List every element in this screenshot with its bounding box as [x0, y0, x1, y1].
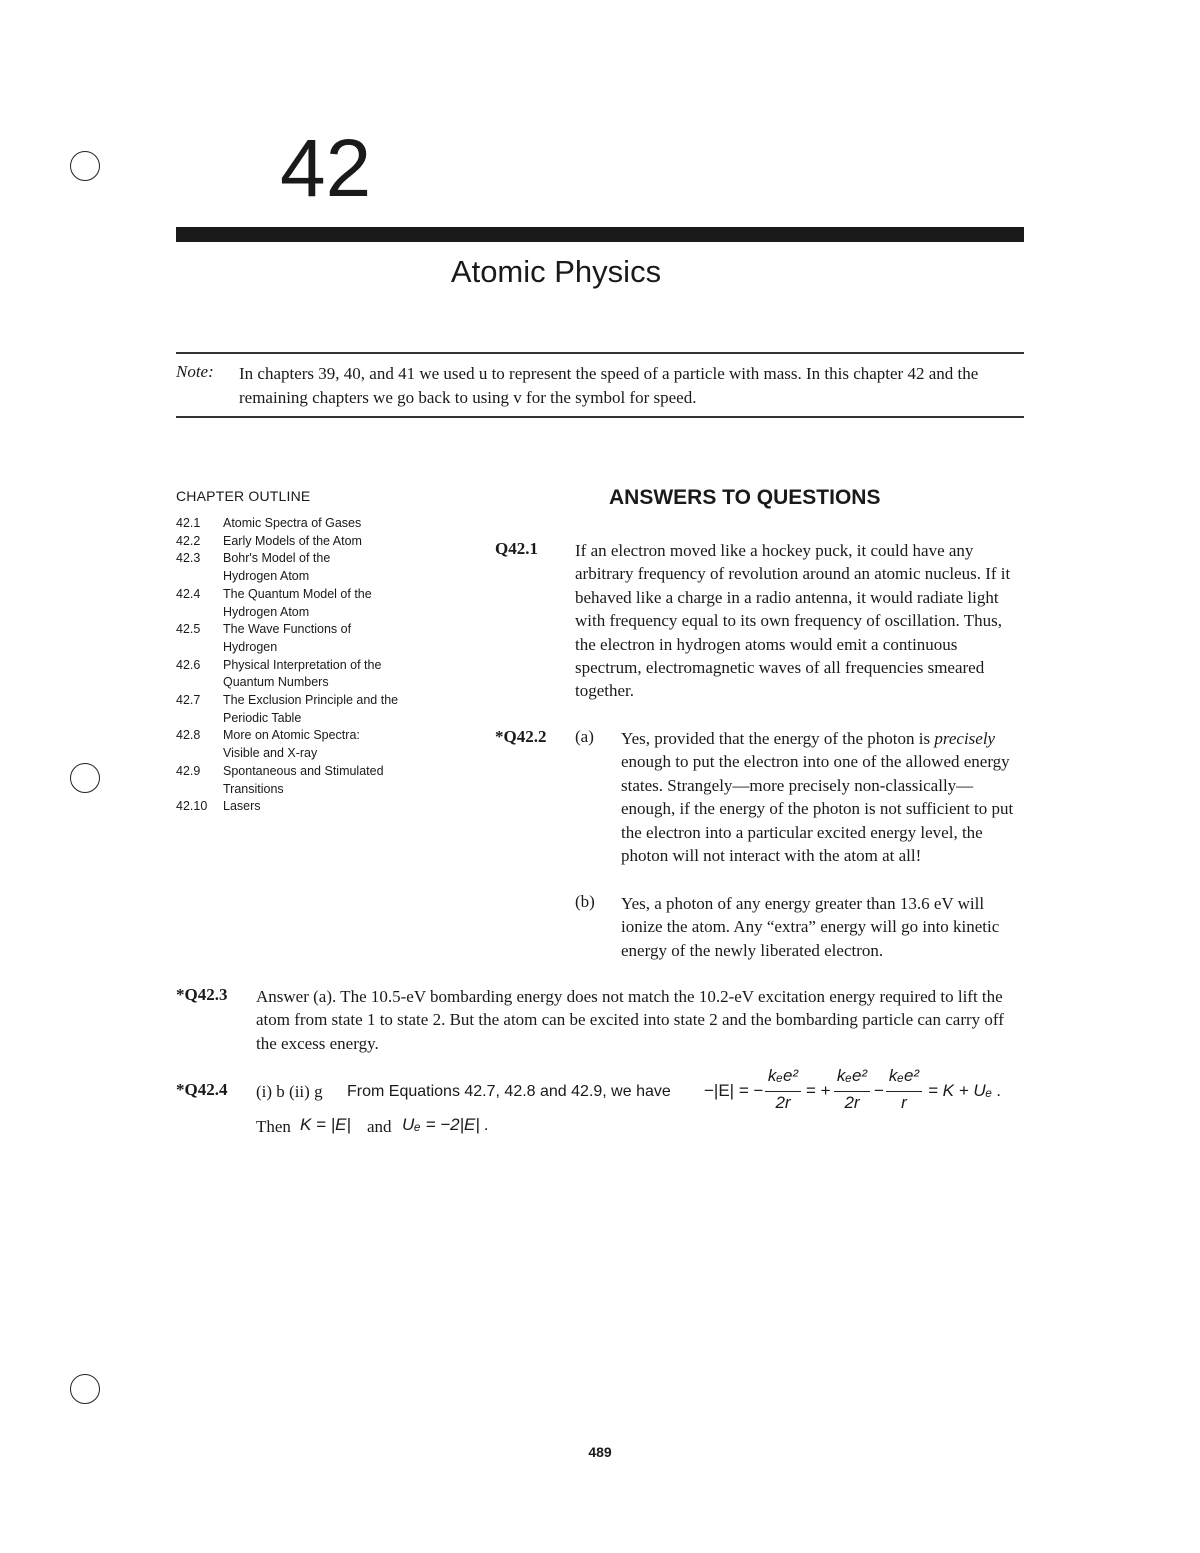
equation-rhs: = K + Uₑ . [928, 1081, 1002, 1100]
answer-intro: (i) b (ii) g [256, 1082, 323, 1101]
outline-item-title: Bohr's Model of the Hydrogen Atom [223, 551, 331, 584]
equation-denominator: r [901, 1093, 907, 1112]
note-text: In chapters 39, 40, and 41 we used u to represent the speed of a particle with mass. In this chapter 42 and the remaining chapters we go back to using v for the symbol for speed. [239, 364, 979, 407]
outline-item-title: The Quantum Model of the Hydrogen Atom [223, 586, 372, 619]
outline-item [176, 515, 426, 533]
question-label: *Q42.4 [176, 1080, 228, 1099]
equation-numerator: kₑe² [767, 1066, 799, 1085]
chapter-outline [176, 515, 426, 816]
outline-item [176, 763, 426, 798]
outline-item-title: Lasers [223, 799, 261, 814]
outline-item-number: 42.6 [176, 657, 201, 672]
equation-numerator: kₑe² [888, 1066, 920, 1085]
equation-denominator: 2r [775, 1093, 791, 1112]
answer-text: If an electron moved like a hockey puck, it could have any arbitrary frequency of revolution around an atomic nucleus. If it behaved like a charge in a radio antenna, it would radiate light with frequency equal to its own frequency of oscillation. Thus, the electron in hydrogen atoms would emit a continuous spectrum, electromagnetic waves of all frequencies smeared together. [575, 541, 1011, 701]
outline-item-number: 42.9 [176, 763, 201, 778]
fraction-bar [834, 1091, 870, 1092]
equation-middle: = + [806, 1081, 831, 1100]
binder-hole-middle [70, 763, 100, 793]
answer-part-text-start: Yes, provided that the energy of the photon is [621, 729, 931, 748]
outline-item-title: Spontaneous and Stimulated Transitions [223, 763, 384, 796]
chapter-number: 42 [280, 123, 372, 214]
outline-item-title: The Exclusion Principle and the Periodic Table [223, 693, 399, 725]
answer-and: and [367, 1117, 392, 1136]
equation-numerator: kₑe² [836, 1066, 868, 1085]
page-number: 489 [588, 1444, 612, 1460]
outline-item-number: 42.1 [176, 516, 201, 530]
equation-denominator: 2r [844, 1093, 860, 1112]
answers-heading: ANSWERS TO QUESTIONS [609, 486, 881, 509]
outline-item-title: The Wave Functions of Hydrogen [223, 622, 352, 654]
outline-item-title: Early Models of the Atom [223, 533, 362, 548]
answer-part-label: (a) [575, 727, 594, 746]
note-top-rule [176, 352, 1024, 354]
outline-item [176, 533, 426, 551]
outline-item-number: 42.3 [176, 551, 201, 566]
answer-text: Answer (a). The 10.5-eV bombarding energy does not match the 10.2-eV excitation energy required to lift the atom from state 1 to state 2. But the atom can be excited into state 2 and the bombarding particle can carry off the excess energy. [256, 987, 1004, 1053]
binder-hole-bottom [70, 1374, 100, 1404]
outline-item [176, 727, 426, 762]
fraction-bar [765, 1091, 801, 1092]
answer-part-text [621, 727, 1025, 867]
outline-item-title: Atomic Spectra of Gases [223, 516, 362, 530]
outline-item-number: 42.7 [176, 693, 201, 708]
outline-item [176, 692, 426, 727]
answer-part-label: (b) [575, 892, 595, 911]
note-label: Note: [176, 362, 214, 381]
answer-text: From Equations 42.7, 42.8 and 42.9, we have [347, 1083, 671, 1100]
outline-item-title: Physical Interpretation of the Quantum Numbers [223, 657, 382, 690]
answer-part-text-end: enough to put the electron into one of the allowed energy states. Strangely—more precisely non-classically—enough, if the energy of the photon is not sufficient to put the electron into a particular excited energy level, the photon will not interact with the atom at all! [621, 752, 1014, 866]
answer-part-text: Yes, a photon of any energy greater than 13.6 eV will ionize the atom. Any “extra” energy will go into kinetic energy of the newly liberated electron. [621, 894, 1000, 960]
equation-kinetic: K = |E| [300, 1115, 351, 1134]
chapter-divider-bar [176, 227, 1024, 242]
outline-item-title: More on Atomic Spectra: Visible and X-ray [223, 728, 360, 761]
equation-lhs: −|E| = − [704, 1081, 764, 1100]
question-label: Q42.1 [495, 539, 538, 558]
outline-item [176, 798, 426, 816]
outline-item [176, 550, 426, 585]
outline-item-number: 42.4 [176, 586, 201, 601]
outline-item [176, 586, 426, 621]
outline-item-number: 42.5 [176, 622, 201, 637]
outline-heading: CHAPTER OUTLINE [176, 488, 311, 504]
answer-then: Then [256, 1117, 291, 1136]
note-bottom-rule [176, 416, 1024, 418]
outline-item [176, 621, 426, 656]
binder-hole-top [70, 151, 100, 181]
outline-item [176, 657, 426, 692]
equation-potential: Uₑ = −2|E| . [402, 1115, 490, 1134]
fraction-bar [886, 1091, 922, 1092]
chapter-title: Atomic Physics [450, 254, 662, 289]
outline-item-number: 42.2 [176, 533, 201, 548]
outline-item-number: 42.10 [176, 799, 208, 814]
outline-item-number: 42.8 [176, 728, 201, 743]
question-label: *Q42.3 [176, 985, 228, 1004]
equation-minus: − [874, 1081, 884, 1100]
answer-emphasis: precisely [934, 729, 996, 748]
question-label: *Q42.2 [495, 727, 547, 746]
